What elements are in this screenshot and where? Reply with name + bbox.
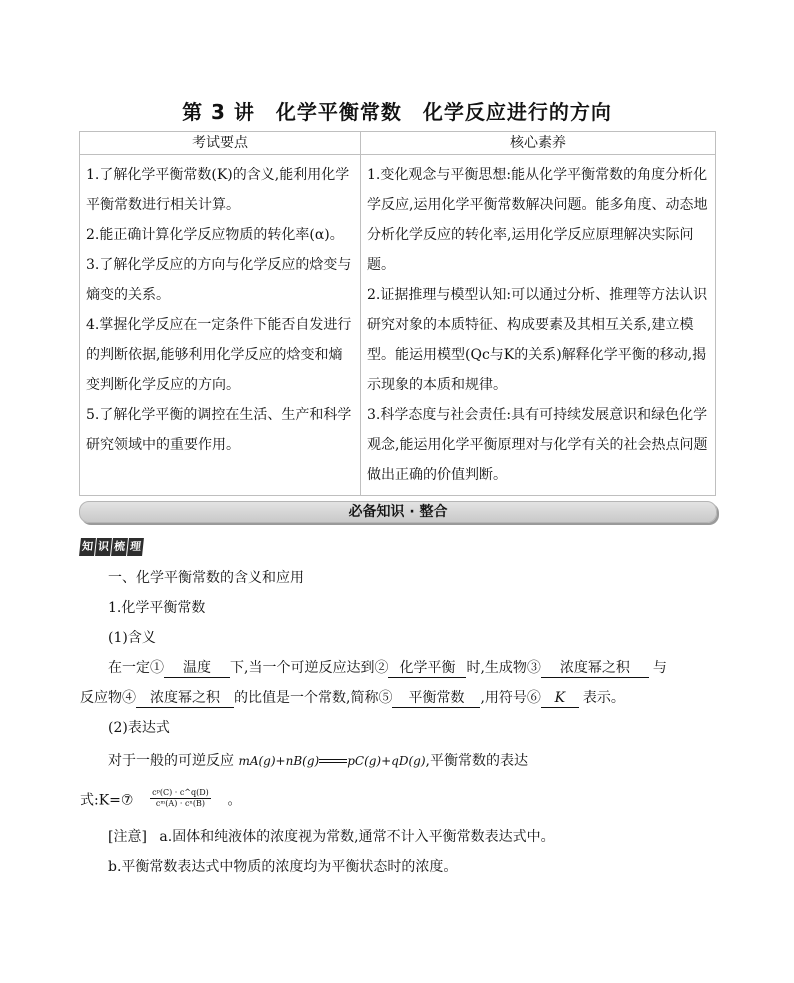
subsection-heading: 1.化学平衡常数: [108, 600, 206, 616]
table-header-core-literacy: 核心素养: [361, 132, 716, 155]
page-title: 第 3 讲 化学平衡常数 化学反应进行的方向: [182, 100, 612, 124]
blank-answer: K: [541, 689, 579, 708]
formula-answer: [133, 788, 227, 809]
blank-answer: 浓度幂之积: [541, 659, 649, 678]
table-header-exam-points: 考试要点: [80, 132, 361, 155]
literacy-item: 1.变化观念与平衡思想:能从化学平衡常数的角度分析化学反应,运用化学平衡常数解决问题。能多角度、动态地分析化学反应的转化率,运用化学反应原理解决实际问题。: [367, 167, 708, 273]
reaction-lhs: mA(g)+nB(g): [238, 754, 320, 768]
expression-line: 对于一般的可逆反应 mA(g)+nB(g) pC(g)+qD(g),平衡常数的表达: [108, 753, 528, 769]
logo-char: 理: [127, 538, 144, 556]
exam-point-item: 1.了解化学平衡常数(K)的含义,能利用化学平衡常数进行相关计算。: [86, 167, 350, 213]
blank-answer: 平衡常数: [392, 689, 480, 708]
literacy-item: 3.科学态度与社会责任:具有可持续发展意识和绿色化学观念,能运用化学平衡原理对与化学有关的社会热点问题做出正确的价值判断。: [367, 407, 708, 483]
k-numerator: cᵖ(C) · c^q(D): [152, 788, 209, 797]
exam-point-item: 3.了解化学反应的方向与化学反应的焓变与熵变的关系。: [86, 257, 352, 303]
logo-char: 识: [95, 538, 112, 556]
core-literacy-cell: [361, 155, 716, 496]
exam-point-item: 2.能正确计算化学反应物质的转化率(α)。: [86, 227, 344, 243]
literacy-item: 2.证据推理与模型认知:可以通过分析、推理等方法认识研究对象的本质特征、构成要素及其相互关系,建立模型。能运用模型(Qc与K的关系)解释化学平衡的移动,揭示现象的本质和规律。: [367, 287, 708, 393]
exam-points-cell: [80, 155, 361, 496]
meaning-paragraph-line1: 在一定① 温度 下,当一个可逆反应达到② 化学平衡 时,生成物③ 浓度幂之积 与: [108, 660, 667, 676]
formula-line: 式:K=⑦ $\frac{\text{cᵖ(C) · c\textasciicircum{}q(D)}}{\text{cᵐ(A) · cⁿ(B)}}$ 。: [80, 788, 242, 809]
logo-char: 梳: [111, 538, 128, 556]
subsubsection-heading: (1)含义: [108, 630, 156, 646]
subsubsection-heading: (2)表达式: [108, 720, 170, 736]
note-tag: [注意]: [108, 829, 147, 845]
reaction-rhs: pC(g)+qD(g): [347, 754, 426, 768]
section-banner: 必备知识 · 整合: [79, 501, 717, 523]
exam-point-item: 4.掌握化学反应在一定条件下能否自发进行的判断依据,能够利用化学反应的焓变和熵变判断化学反应的方向。: [86, 317, 352, 393]
meaning-paragraph-line2: 反应物④ 浓度幂之积 的比值是一个常数,简称⑤ 平衡常数 ,用符号⑥ K 表示。: [80, 690, 625, 706]
k-fraction: [150, 788, 211, 809]
blank-answer: 温度: [164, 659, 230, 678]
section-heading: 一、化学平衡常数的含义和应用: [108, 570, 304, 586]
equilibrium-arrow: [319, 757, 347, 765]
note-line-a: [注意] a.固体和纯液体的浓度视为常数,通常不计入平衡常数表达式中。: [108, 829, 555, 845]
blank-answer: 浓度幂之积: [136, 689, 234, 708]
knowledge-logo: [80, 538, 144, 556]
k-denominator: cᵐ(A) · cⁿ(B): [155, 799, 206, 808]
objectives-table: [79, 131, 716, 496]
logo-char: 知: [79, 538, 96, 556]
blank-answer: 化学平衡: [388, 659, 466, 678]
note-line-b: b.平衡常数表达式中物质的浓度均为平衡状态时的浓度。: [108, 859, 458, 875]
exam-point-item: 5.了解化学平衡的调控在生活、生产和科学研究领域中的重要作用。: [86, 407, 352, 453]
